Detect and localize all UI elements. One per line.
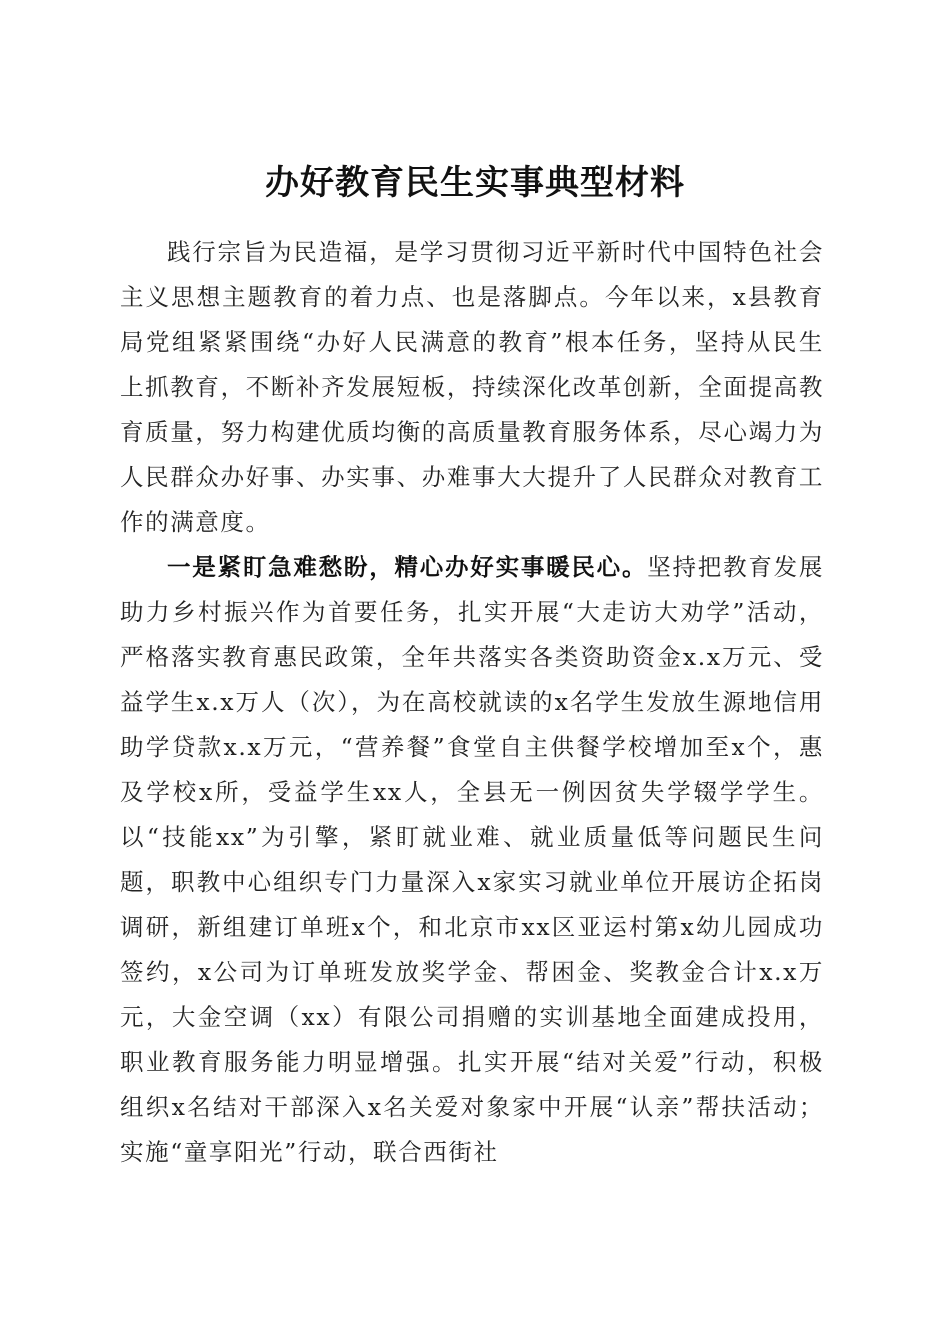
paragraph-intro-text: 践行宗旨为民造福，是学习贯彻习近平新时代中国特色社会主义思想主题教育的着力点、也是落脚点。今年以来，x县教育局党组紧紧围绕“办好人民满意的教育”根本任务，坚持从民生上抓教育，不断补齐发展短板，持续深化改革创新，全面提高教育质量，努力构建优质均衡的高质量教育服务体系，尽心竭力为人民群众办好事、办实事、办难事大大提升了人民群众对教育工作的满意度。 — [120, 238, 824, 536]
paragraph-point-one — [120, 545, 824, 1175]
document-body — [120, 230, 824, 1175]
paragraph-point-one-text: 坚持把教育发展助力乡村振兴作为首要任务，扎实开展“大走访大劝学”活动，严格落实教育惠民政策，全年共落实各类资助资金x.x万元、受益学生x.x万人（次），为在高校就读的x名学生发放生源地信用助学贷款x.x万元，“营养餐”食堂自主供餐学校增加至x个，惠及学校x所，受益学生xx人，全县无一例因贫失学辍学学生。以“技能xx”为引擎，紧盯就业难、就业质量低等问题民生问题，职教中心组织专门力量深入x家实习就业单位开展访企拓岗调研，新组建订单班x个，和北京市xx区亚运村第x幼儿园成功签约，x公司为订单班发放奖学金、帮困金、奖教金合计x.x万元，大金空调（xx）有限公司捐赠的实训基地全面建成投用，职业教育服务能力明显增强。扎实开展“结对关爱”行动，积极组织x名结对干部深入x名关爱对象家中开展“认亲”帮扶活动；实施“童享阳光”行动，联合西街社 — [120, 553, 825, 1166]
paragraph-intro — [120, 230, 824, 545]
document-title: 办好教育民生实事典型材料 — [265, 162, 685, 203]
paragraph-point-one-lead: 一是紧盯急难愁盼，精心办好实事暖民心。 — [167, 553, 648, 581]
